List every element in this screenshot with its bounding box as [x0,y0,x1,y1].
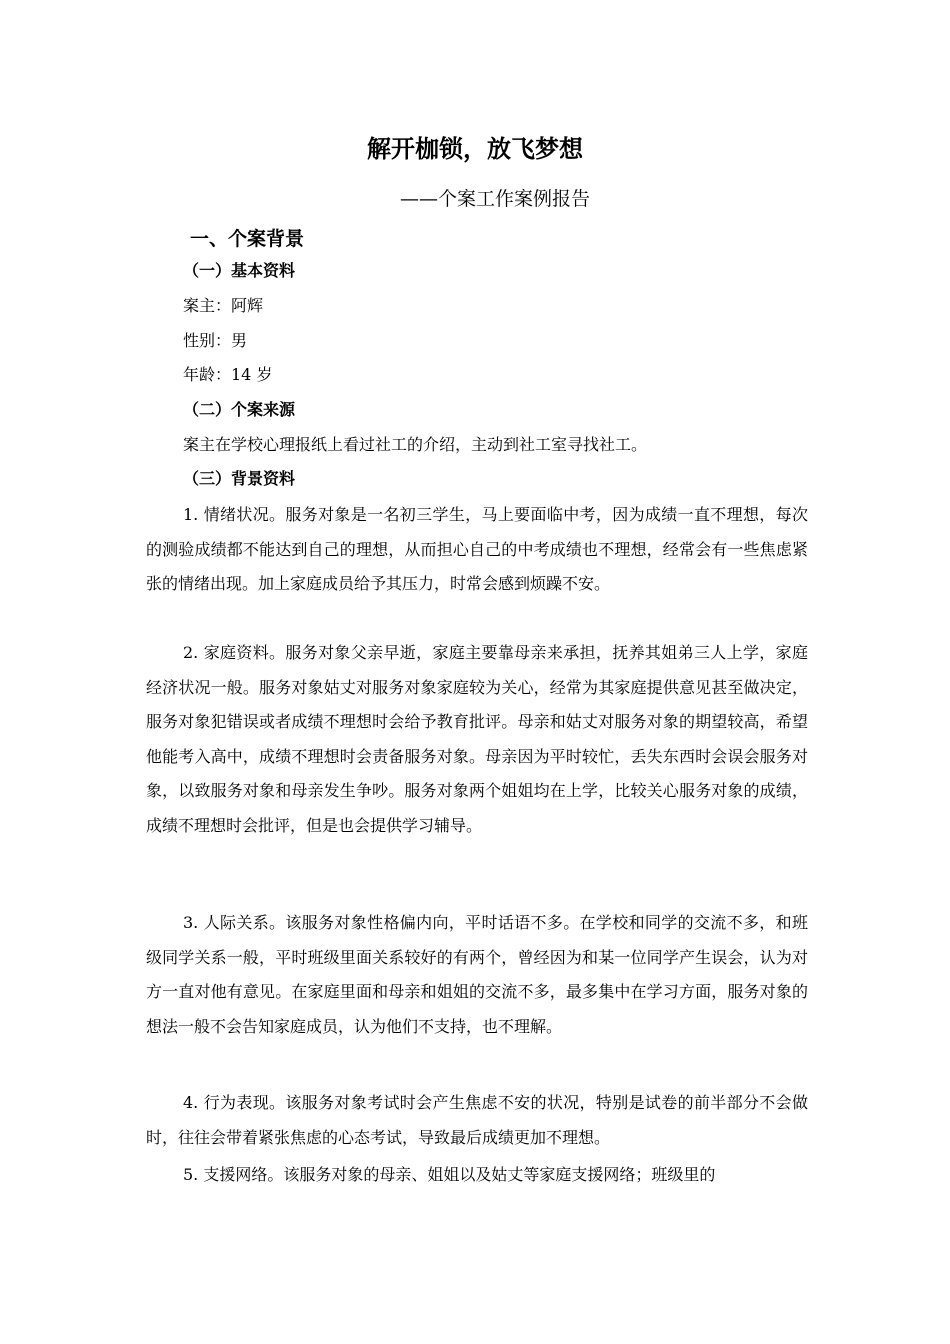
paragraph-emotional-status: 1. 情绪状况。服务对象是一名初三学生，马上要面临中考，因为成绩一直不理想，每次的测验成绩都不能达到自己的理想，从而担心自己的中考成绩也不理想，经常会有一些焦虑紧张的情绪出现。加上家庭成员给予其压力，时常会感到烦躁不安。 [146,505,808,593]
document-subtitle: ——个案工作案例报告 [399,188,590,210]
section-heading-background: 一、个案背景 [190,228,305,250]
paragraph-interpersonal: 3. 人际关系。该服务对象性格偏内向，平时话语不多。在学校和同学的交流不多，和班级同学关系一般，平时班级里面关系较好的有两个，曾经因为和某一位同学产生误会，认为对方一直对他有意见。在家庭里面和母亲和姐姐的交流不多，最多集中在学习方面，服务对象的想法一般不会告知家庭成员，认为他们不支持，也不理解。 [146,913,808,1036]
subheading-basic-info: （一）基本资料 [183,261,296,280]
subheading-case-source: （二）个案来源 [183,400,296,419]
client-gender-line: 性别：男 [183,331,248,350]
document-title: 解开枷锁，放飞梦想 [367,134,583,163]
paragraph-behavior: 4. 行为表现。该服务对象考试时会产生焦虑不安的状况，特别是试卷的前半部分不会做时，往往会带着紧张焦虑的心态考试，导致最后成绩更加不理想。 [146,1093,808,1147]
paragraph-family-info: 2. 家庭资料。服务对象父亲早逝，家庭主要靠母亲来承担，抚养其姐弟三人上学，家庭经济状况一般。服务对象姑丈对服务对象家庭较为关心，经常为其家庭提供意见甚至做决定，服务对象犯错误或者成绩不理想时会给予教育批评。母亲和姑丈对服务对象的期望较高，希望他能考入高中，成绩不理想时会责备服务对象。母亲因为平时较忙，丢失东西时会误会服务对象，以致服务对象和母亲发生争吵。服务对象两个姐姐均在上学，比较关心服务对象的成绩，成绩不理想时会批评，但是也会提供学习辅导。 [146,643,808,835]
subheading-background-info: （三）背景资料 [183,469,296,488]
case-source-text: 案主在学校心理报纸上看过社工的介绍，主动到社工室寻找社工。 [183,435,648,454]
paragraph-support-network: 5. 支援网络。该服务对象的母亲、姐姐以及姑丈等家庭支援网络；班级里的 [183,1165,716,1184]
client-age-line: 年龄：14 岁 [183,365,273,384]
client-name-line: 案主：阿辉 [183,296,264,315]
